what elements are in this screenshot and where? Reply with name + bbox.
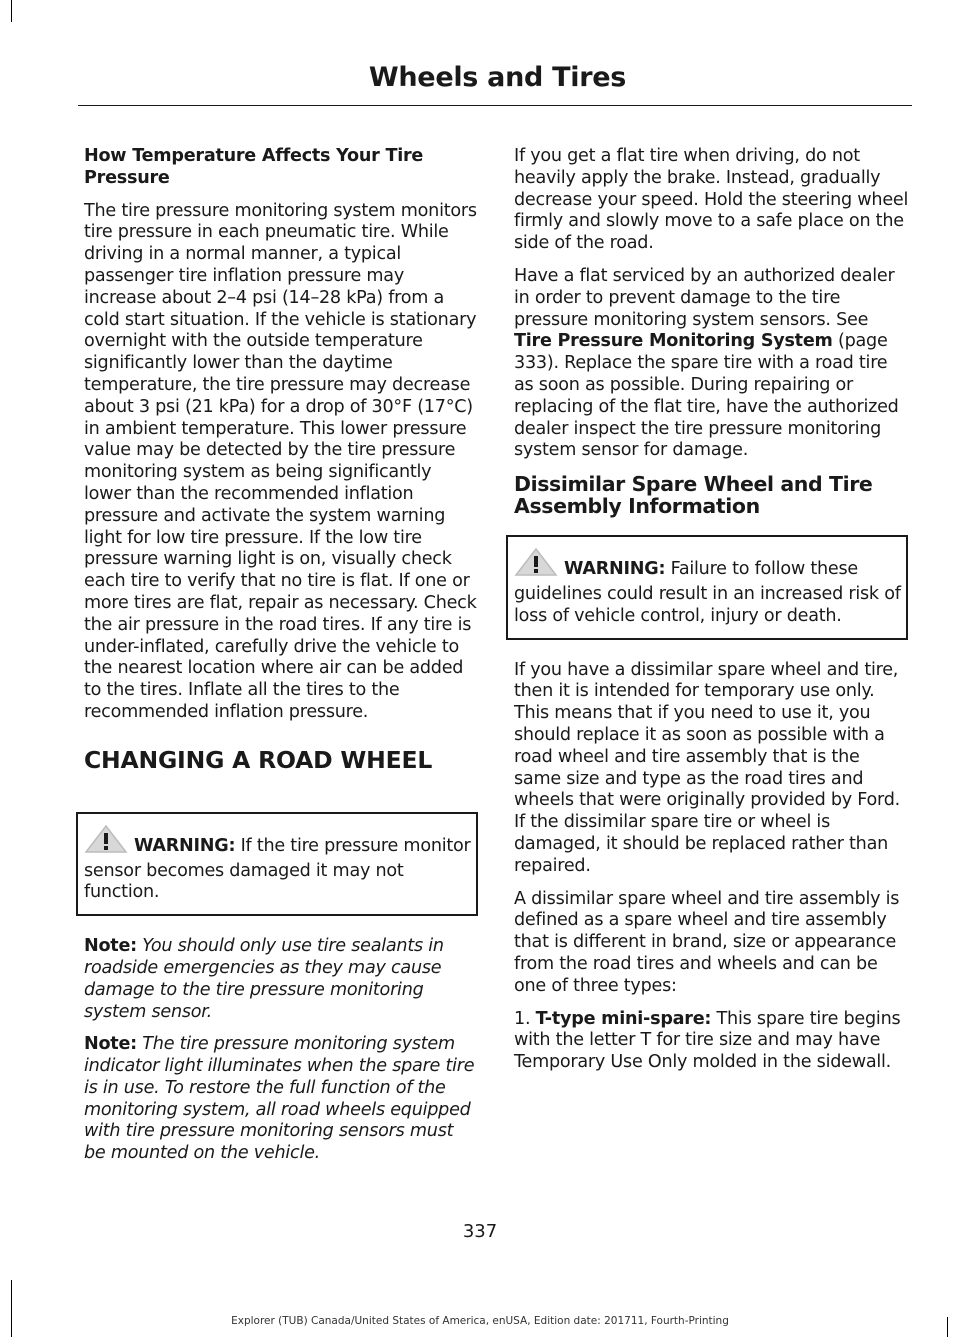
note-spare-indicator [84, 1034, 480, 1165]
footer-edition: Explorer (TUB) Canada/United States of America, enUSA, Edition date: 201711, Fourth-Printing [231, 1315, 729, 1327]
note-label: Note: [84, 936, 137, 957]
tpms-cross-reference-link[interactable]: Tire Pressure Monitoring System [514, 331, 833, 352]
flat-tire-paragraph: If you get a flat tire when driving, do not heavily apply the brake. Instead, gradually decrease your speed. Hold the steering wheel firmly and slowly move to a safe place on the side of the road. [514, 146, 909, 254]
note-sealants [84, 936, 480, 1023]
service-text-before: Have a flat serviced by an authorized dealer in order to prevent damage to the tire pressure monitoring system sensors. See [514, 265, 895, 330]
temporary-use-paragraph: If you have a dissimilar spare wheel and tire, then it is intended for temporary use only. This means that if you need to use it, you should replace it as soon as possible with a road wheel and tire assembly that is the same size and type as the road tires and wheels that were originally provided by Ford. If the dissimilar spare tire or wheel is damaged, it should be replaced rather than repaired. [514, 659, 900, 876]
definition-paragraph: A dissimilar spare wheel and tire assembly is defined as a spare wheel and tire assembly that is different in brand, size or appearance from the road tires and wheels and can be one of three types: [514, 888, 900, 996]
service-text-after: (page 333). Replace the spare tire with a road tire as soon as possible. During repairing or replacing of the flat tire, have the authorized dealer inspect the tire pressure monitoring system sensor for damage. [514, 331, 899, 461]
right-column [514, 146, 910, 1085]
temperature-paragraph: The tire pressure monitoring system monitors tire pressure in each pneumatic tire. While driving in a normal manner, a typical passenger tire inflation pressure may increase about 2–4 psi (14–28 kPa) from a cold start situation. If the vehicle is stationary overnight with the outside temperature significantly lower than the daytime temperature, the tire pressure may decrease about 3 psi (21 kPa) for a drop of 30°F (17°C) in ambient temperature. This lower pressure value may be detected by the tire pressure monitoring system as being significantly lower than the recommended inflation pressure and activate the system warning light for low tire pressure. If the low tire pressure warning light is on, visually check each tire to verify that no tire is flat. If one or more tires are flat, repair as necessary. Check the air pressure in the road tires. If any tire is under-inflated, carefully drive the vehicle to the nearest location where air can be added to the tires. Inflate all the tires to the recommended inflation pressure. [84, 200, 477, 722]
page-title: Wheels and Tires [368, 62, 626, 93]
warning-box-guidelines [506, 535, 908, 639]
temperature-heading: How Temperature Affects Your Tire Pressure [84, 146, 424, 188]
note-text: The tire pressure monitoring system indicator light illuminates when the spare tire is in use. To restore the full function of the monitoring system, all road wheels equipped with tire pressure monitoring sensors must be mounted on the vehicle. [84, 1034, 475, 1164]
warning-text: Failure to follow these guidelines could result in an increased risk of loss of vehicle control, injury or death. [514, 559, 901, 626]
list-item-text: This spare tire begins with the letter T for tire size and may have Temporary Use Only molded in the sidewall. [514, 1008, 901, 1073]
page-number: 337 [462, 1221, 498, 1242]
crop-mark-top-left [11, 0, 12, 22]
dissimilar-spare-heading: Dissimilar Spare Wheel and Tire Assembly Information [514, 472, 873, 519]
note-label: Note: [84, 1034, 137, 1055]
left-column [84, 146, 480, 1176]
changing-wheel-heading: CHANGING A ROAD WHEEL [84, 745, 433, 774]
crop-mark-bottom-left [11, 1280, 12, 1337]
list-item-number: 1. [514, 1008, 536, 1029]
list-item-t-type [514, 1009, 910, 1074]
warning-box-sensor [76, 812, 478, 916]
list-item-label: T-type mini-spare: [535, 1008, 712, 1029]
service-paragraph [514, 266, 910, 462]
warning-triangle-icon [84, 824, 128, 861]
header-divider [78, 105, 912, 106]
note-text: You should only use tire sealants in roadside emergencies as they may cause damage to the tire pressure monitoring system sensor. [84, 936, 444, 1022]
warning-text: If the tire pressure monitor sensor becomes damaged it may not function. [84, 835, 471, 903]
warning-triangle-icon [514, 547, 558, 584]
warning-label: WARNING: [134, 835, 236, 856]
warning-label: WARNING: [564, 559, 666, 580]
